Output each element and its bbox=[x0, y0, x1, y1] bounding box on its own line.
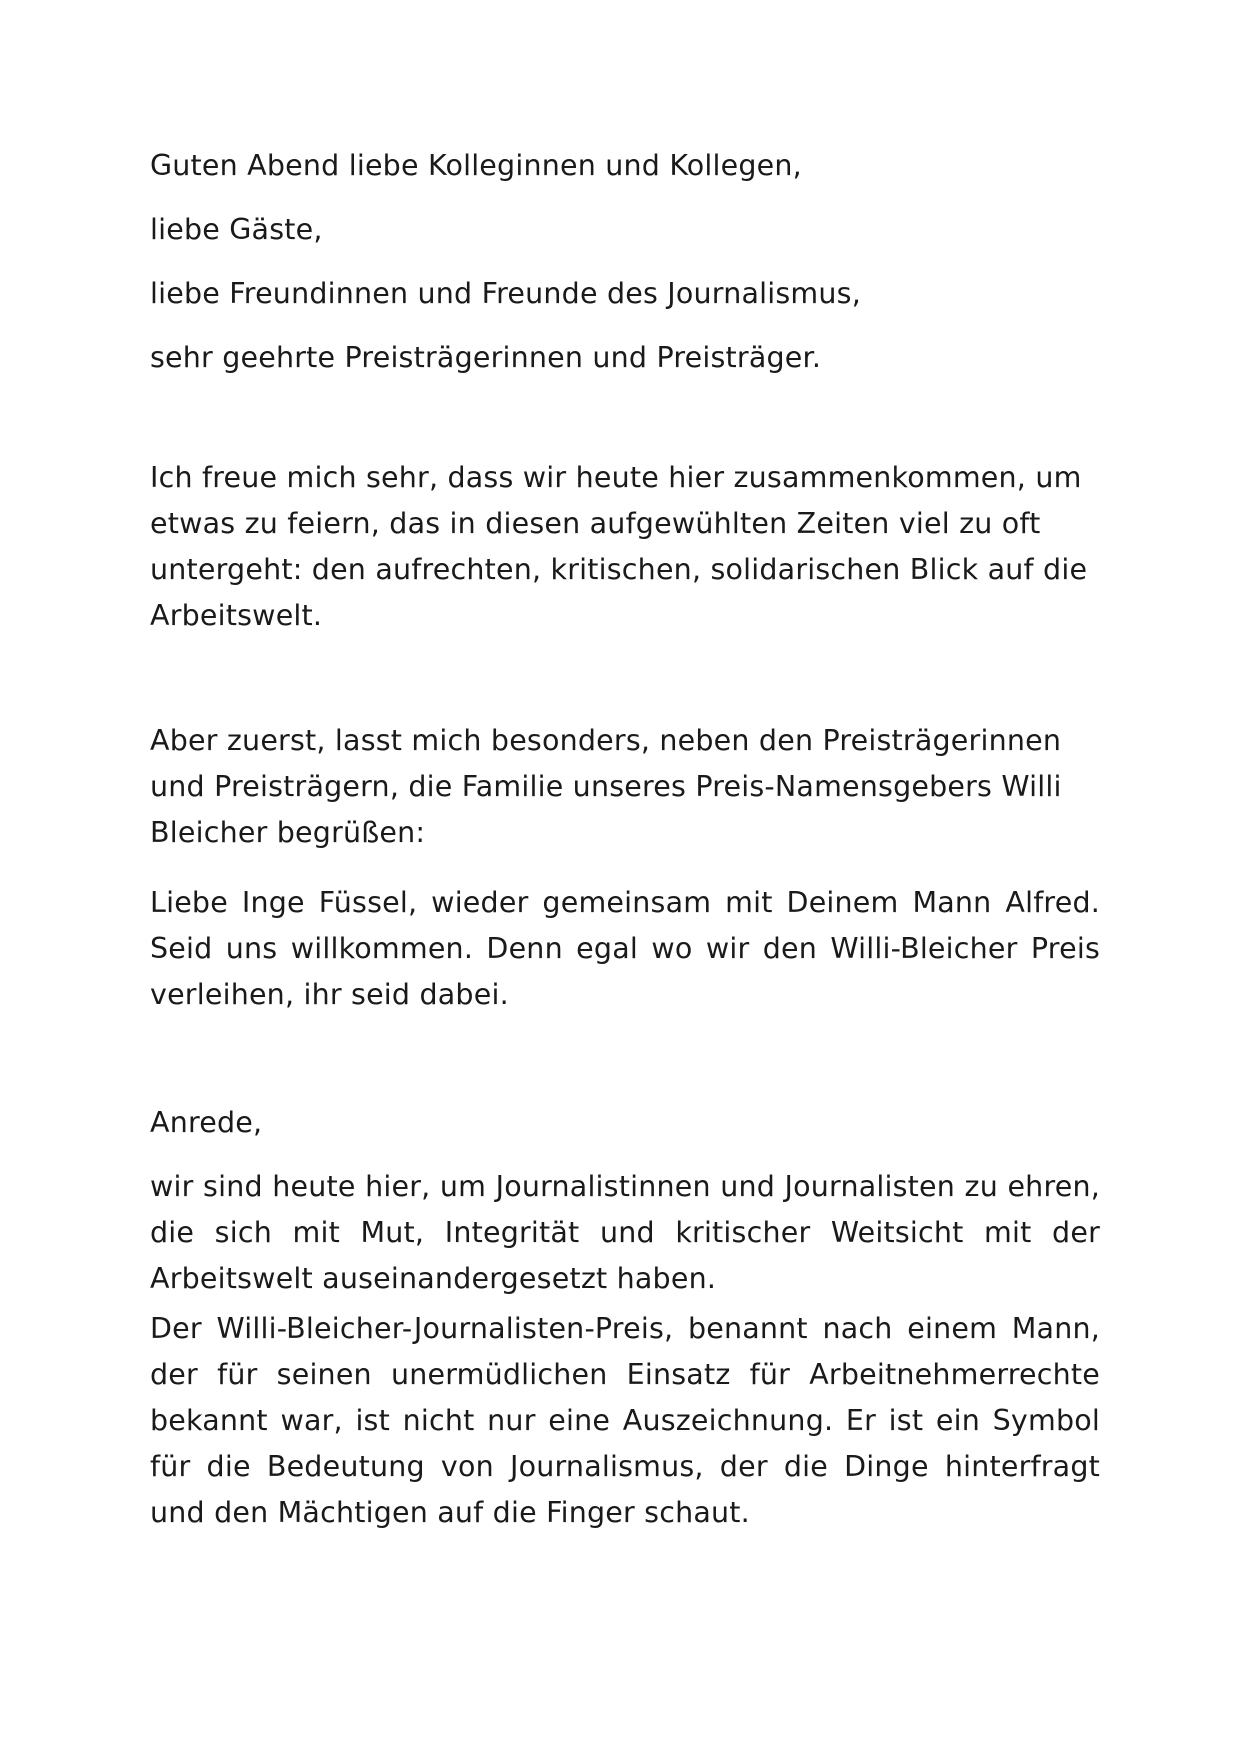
paragraph-text: Liebe Inge Füssel, wieder gemeinsam mit Deinem Mann Alfred. Seid uns willkommen. Denn egal wo wir den Willi-Bleicher Preis verleihen, ihr seid dabei. bbox=[150, 886, 1100, 1011]
paragraph-text: Aber zuerst, lasst mich besonders, neben den Preisträgerinnen und Preisträgern, die Familie unseres Preis-Namensgebers Willi Bleicher begrüßen: bbox=[150, 724, 1062, 849]
paragraph-inge-fuessel bbox=[150, 880, 1100, 1018]
paragraph-text: Ich freue mich sehr, dass wir heute hier zusammenkommen, um etwas zu feiern, das in diesen aufgewühlten Zeiten viel zu oft untergeht: den aufrechten, kritischen, solidarischen Blick auf die Arbeitswelt. bbox=[150, 461, 1088, 632]
greeting-line: liebe Freundinnen und Freunde des Journalismus, bbox=[150, 277, 861, 310]
greeting-line: liebe Gäste, bbox=[150, 213, 323, 246]
greeting-line: sehr geehrte Preisträgerinnen und Preisträger. bbox=[150, 341, 822, 374]
paragraph-text: Der Willi-Bleicher-Journalisten-Preis, benannt nach einem Mann, der für seinen unermüdlichen Einsatz für Arbeitnehmerrechte bekannt war, ist nicht nur eine Auszeichnung. Er ist ein Symbol für die Bedeutung von Journalismus, der die Dinge hinterfragt und den Mächtigen auf die Finger schaut. bbox=[150, 1312, 1100, 1529]
greeting-block bbox=[150, 143, 1100, 399]
paragraph-text: wir sind heute hier, um Journalistinnen und Journalisten zu ehren, die sich mit Mut, Integrität und kritischer Weitsicht mit der Arbeitswelt auseinandergesetzt haben. bbox=[150, 1170, 1100, 1295]
paragraph-purpose bbox=[150, 1164, 1100, 1302]
paragraph-intro bbox=[150, 455, 1100, 639]
paragraph-anrede bbox=[150, 1100, 1100, 1146]
paragraph-text: Anrede, bbox=[150, 1106, 263, 1139]
greeting-line: Guten Abend liebe Kolleginnen und Kollegen, bbox=[150, 149, 802, 182]
paragraph-prize-description bbox=[150, 1306, 1100, 1536]
paragraph-family-greeting bbox=[150, 718, 1100, 856]
